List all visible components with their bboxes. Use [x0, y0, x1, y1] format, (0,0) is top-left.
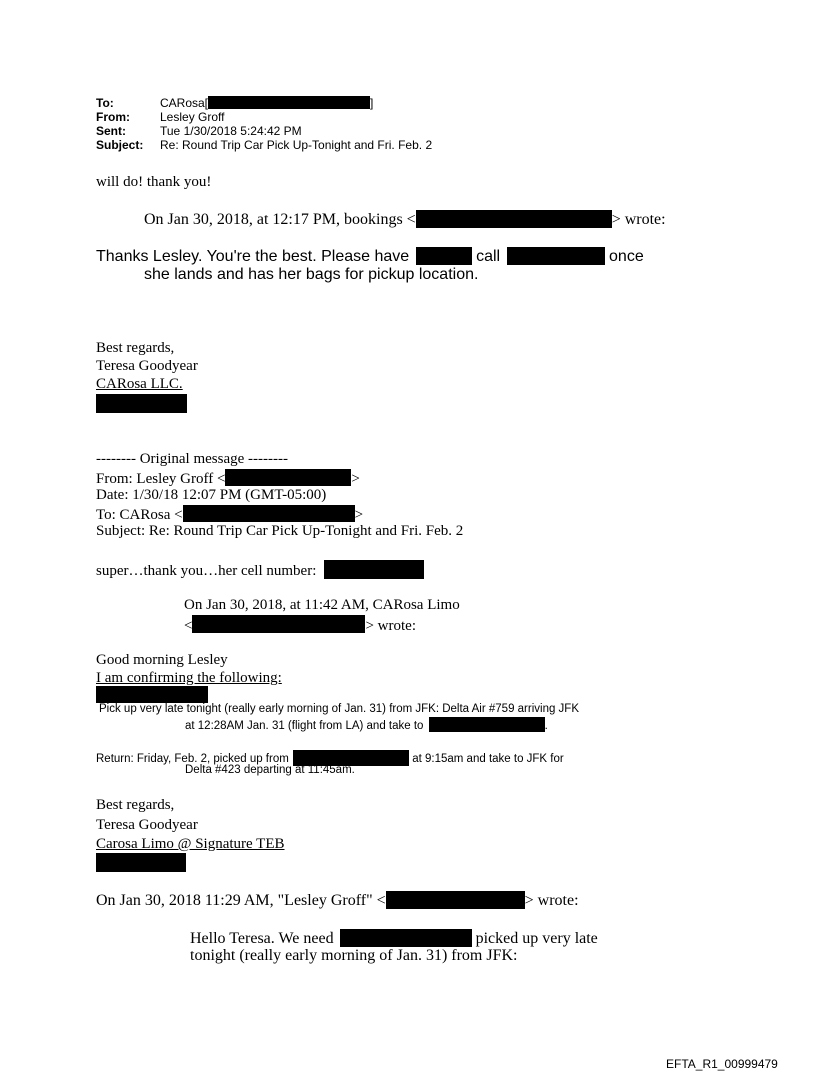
from-label: From: [96, 110, 130, 124]
redaction-phone [507, 247, 605, 265]
quote-1-header [144, 210, 666, 229]
to-value [160, 96, 373, 110]
to-label: To: [96, 96, 114, 110]
original-to [96, 505, 363, 524]
subject-value: Re: Round Trip Car Pick Up-Tonight and Fri. Feb. 2 [160, 138, 433, 152]
from-value: Lesley Groff [160, 110, 225, 124]
hello-line-2: tonight (really early morning of Jan. 31) from JFK: [190, 947, 518, 964]
pickup-line-2-end: . [544, 720, 548, 732]
quote-1-intro: On Jan 30, 2018, at 12:17 PM, bookings < [144, 211, 416, 228]
to-name: CARosa[ [160, 96, 209, 110]
pickup-line-2 [185, 717, 548, 732]
return-part-1: Return: Friday, Feb. 2, picked up from [96, 753, 289, 765]
return-line-2: Delta #423 departing at 11:45am. [185, 764, 355, 776]
thanks-part-3: once [609, 248, 644, 265]
quote-3-wrote: > wrote: [524, 892, 579, 909]
signature-2-company: Carosa Limo @ Signature TEB [96, 836, 285, 852]
hello-part-2: picked up very late [475, 930, 598, 947]
confirm-line: I am confirming the following: [96, 670, 282, 686]
document-id: EFTA_R1_00999479 [666, 1057, 778, 1071]
pickup-line-2-text: at 12:28AM Jan. 31 (flight from LA) and take to [185, 720, 424, 732]
signature-1-regards: Best regards, [96, 340, 175, 356]
quote-2-line-1: On Jan 30, 2018, at 11:42 AM, CARosa Limo [184, 597, 460, 613]
thanks-line-2: she lands and has her bags for pickup location. [144, 266, 479, 283]
return-part-2: at 9:15am and take to JFK for [412, 753, 564, 765]
quote-1-wrote: > wrote: [611, 211, 666, 228]
original-from-close: > [351, 471, 360, 487]
redaction-to-email-2 [183, 505, 355, 522]
hello-line-1 [190, 929, 598, 948]
reply-text: will do! thank you! [96, 174, 212, 190]
redaction-carosa-email [192, 615, 365, 633]
sent-value: Tue 1/30/2018 5:24:42 PM [160, 124, 302, 138]
to-close-bracket: ] [370, 96, 374, 110]
signature-1-company: CARosa LLC. [96, 376, 183, 392]
quote-2-wrote: > wrote: [365, 618, 416, 634]
super-line [96, 560, 424, 580]
signature-2-name: Teresa Goodyear [96, 817, 198, 833]
redaction-name [416, 247, 472, 265]
signature-2-regards: Best regards, [96, 797, 175, 813]
redaction-signature-1 [96, 394, 187, 413]
redaction-passenger [96, 686, 208, 703]
quote-2-line-2 [184, 615, 416, 635]
signature-1-name: Teresa Goodyear [96, 358, 198, 374]
thanks-part-1: Thanks Lesley. You're the best. Please have [96, 248, 410, 265]
original-message-title: -------- Original message -------- [96, 451, 288, 467]
redaction-cell-number [324, 560, 424, 579]
redaction-destination [429, 717, 545, 732]
redaction-from-email [225, 469, 351, 486]
original-to-close: > [354, 507, 364, 523]
redaction-to-email [208, 96, 370, 109]
redaction-bookings-email [416, 210, 612, 228]
quote-2-open: < [184, 618, 193, 634]
thanks-part-2: call [476, 248, 501, 265]
original-subject: Subject: Re: Round Trip Car Pick Up-Tonight and Fri. Feb. 2 [96, 523, 464, 539]
pickup-line-1: Pick up very late tonight (really early morning of Jan. 31) from JFK: Delta Air #759 arriving JFK [99, 703, 580, 715]
original-to-text: To: CARosa < [96, 507, 183, 523]
quote-3-intro: On Jan 30, 2018 11:29 AM, "Lesley Groff" < [96, 892, 386, 909]
redaction-passenger-2 [340, 929, 472, 947]
hello-part-1: Hello Teresa. We need [190, 930, 334, 947]
subject-label: Subject: [96, 138, 144, 152]
thanks-line-1 [96, 247, 644, 266]
redaction-signature-2 [96, 853, 186, 872]
redaction-lesley-email [386, 891, 525, 909]
sent-label: Sent: [96, 124, 126, 138]
super-text: super…thank you…her cell number: [96, 563, 317, 579]
original-from [96, 469, 360, 488]
original-date: Date: 1/30/18 12:07 PM (GMT-05:00) [96, 487, 327, 503]
quote-3-header [96, 891, 579, 910]
original-from-text: From: Lesley Groff < [96, 471, 226, 487]
confirm-greeting: Good morning Lesley [96, 652, 228, 668]
